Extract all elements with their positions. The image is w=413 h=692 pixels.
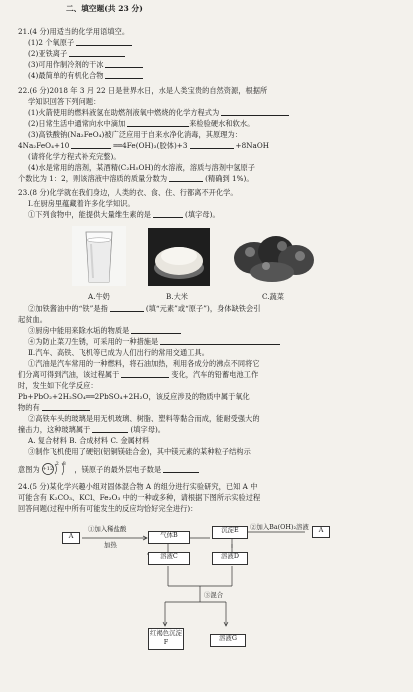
q22-line-5: (3)高铁酸钠(Na₂FeO₄)被广泛应用于自来水净化消毒，其原理为： <box>28 130 242 139</box>
experiment-flowchart <box>0 514 413 692</box>
q22-line-8: (4)水是常用的溶剂，某酒精(C₂H₅OH)的水溶液，溶质与溶剂中氢原子 <box>28 163 255 172</box>
shell-1-electrons: 2 <box>55 461 59 467</box>
flow-node-gas-b: 气体B <box>148 531 190 544</box>
q22-line-1: 22.(6 分)2018 年 3 月 22 日是世界水日，水是人类宝贵的自然资源，根据所 <box>18 86 268 95</box>
caption-rice: B.大米 <box>166 292 188 301</box>
nucleus-charge: +12 <box>42 465 54 472</box>
q23-line-5: 起贫血。 <box>18 315 47 324</box>
answer-blank[interactable] <box>71 141 111 149</box>
answer-blank[interactable] <box>153 210 183 218</box>
caption-vegetables: C.蔬菜 <box>262 292 284 301</box>
answer-blank[interactable] <box>69 49 125 57</box>
q24-line-3: 回答问题(过程中所有可能发生的反应均恰好完全进行)： <box>18 504 198 513</box>
q23-line-14: ②高铁车头的玻璃是用无机玻璃、树脂、塑料等黏合而成，能耐受强大的 <box>28 414 260 423</box>
q21-item-4: (4)最简单的有机化合物 <box>28 71 143 80</box>
flow-step-1-heat: 加热 <box>104 541 117 549</box>
q23-line-8: Ⅱ.汽车、高铁、飞机等已成为人们出行的常用交通工具。 <box>28 348 209 357</box>
section-title: 二、填空题(共 23 分) <box>66 4 143 13</box>
flow-node-precipitate-e: 沉淀E <box>212 526 248 539</box>
flow-node-a-right: A <box>312 526 330 538</box>
caption-milk: A.牛奶 <box>88 292 110 301</box>
q21-item-2: (2)亚铁离子 <box>28 49 125 58</box>
q21-stem: 21.(4 分)用适当的化学用语填空。 <box>18 27 130 36</box>
flow-node-precipitate-f: 红褐色沉淀F <box>148 628 184 650</box>
shell-2-electrons: 8 <box>62 461 66 467</box>
q24-line-2: 可能含有 K₂CO₃、KCl、Fe₂O₃ 中的一种或多种，请根据下图所示实验过程 <box>18 493 261 502</box>
answer-blank[interactable] <box>76 38 132 46</box>
q23-line-9: ①汽油是汽车常用的一种燃料，将石油加热，利用各成分的沸点不同将它 <box>28 359 260 368</box>
q22-line-7: (请将化学方程式补充完整)。 <box>28 152 121 161</box>
answer-blank[interactable] <box>190 141 234 149</box>
q23-line-11: 时，发生如下化学反应： <box>18 381 98 390</box>
q23-line-13: 物的有 <box>18 403 90 412</box>
q23-line-6: ③厨房中能用来除水垢的物质是 <box>28 326 181 335</box>
answer-blank[interactable] <box>105 71 143 79</box>
q22-line-6: 4Na₂FeO₄+10 ══4Fe(OH)₃(胶体)+3 +8NaOH <box>18 141 270 150</box>
mg-ion-structure-diagram <box>42 462 72 476</box>
q23-line-2: Ⅰ.在厨房里蕴藏着许多化学知识。 <box>28 199 135 208</box>
q22-line-9: 个数比为 1：2，则该溶液中溶质的质量分数为 (精确到 1%)。 <box>18 174 254 183</box>
answer-blank[interactable] <box>105 60 143 68</box>
flow-node-a-left: A <box>62 532 80 544</box>
flow-step-2: ②加入Ba(OH)₂溶液 <box>250 523 309 531</box>
q23-line-7: ④为防止菜刀生锈，可采用的一种措施是 <box>28 337 280 346</box>
answer-blank[interactable] <box>163 465 199 473</box>
q22-line-4: (2)日常生活中通常向水中滴加 来检验硬水和软水。 <box>28 119 255 128</box>
milk-image <box>72 226 126 286</box>
answer-blank[interactable] <box>110 304 144 312</box>
q21-item-1: (1)2 个氧原子 <box>28 38 132 47</box>
q23-line-17: 意图为 +12 2 8 ，镁原子的最外层电子数是 <box>18 462 199 476</box>
q23-line-1: 23.(8 分)化学就在我们身边，人类的衣、食、住、行都离不开化学。 <box>18 188 238 197</box>
q23-line-12: Pb+PbO₂+2H₂SO₄══2PbSO₄+2H₂O，该反应涉及的物质中属于氧化 <box>18 392 250 401</box>
q21-item-3: (3)可用作制冷剂的干冰 <box>28 60 143 69</box>
vegetables-image <box>232 228 316 286</box>
flow-node-solution-g: 溶液G <box>210 634 246 647</box>
q23-line-4: ②加铁酱油中的“铁”是指 (填“元素”或“原子”)，身体缺铁会引 <box>28 304 261 313</box>
answer-blank[interactable] <box>131 326 181 334</box>
flow-node-solution-c: 溶液C <box>148 552 190 565</box>
q23-line-16: ③制作飞机使用了硬铝(铝铜镁硅合金)，其中镁元素的某种粒子结构示 <box>28 447 251 456</box>
answer-blank[interactable] <box>221 108 289 116</box>
answer-blank[interactable] <box>160 337 280 345</box>
answer-blank[interactable] <box>169 174 203 182</box>
answer-blank[interactable] <box>92 425 128 433</box>
flow-step-3: ③混合 <box>204 591 224 599</box>
q22-line-3: (1)火箭使用的燃料液氢在助燃剂液氧中燃烧的化学方程式为 <box>28 108 289 117</box>
q23-line-15: 撞击力，这种玻璃属于 (填字母)。 <box>18 425 166 434</box>
rice-image <box>148 228 210 286</box>
q23-line-3: ①下列食物中，能提供大量维生素的是 (填字母)。 <box>28 210 220 219</box>
q23-line-10: 们分离可得到汽油，该过程属于 变化，汽车的铅蓄电池工作 <box>18 370 259 379</box>
answer-blank[interactable] <box>121 370 169 378</box>
q22-line-2: 学知识回答下列问题： <box>28 97 101 106</box>
flow-node-solution-d: 溶液D <box>212 552 248 565</box>
answer-blank[interactable] <box>127 119 189 127</box>
answer-blank[interactable] <box>42 403 90 411</box>
q24-line-1: 24.(5 分)某化学兴趣小组对固体混合物 A 的组分进行实验研究，已知 A 中 <box>18 482 258 491</box>
q23-options: A. 复合材料 B. 合成材料 C. 金属材料 <box>28 436 150 445</box>
flow-step-1: ①加入稀盐酸 <box>88 525 127 533</box>
